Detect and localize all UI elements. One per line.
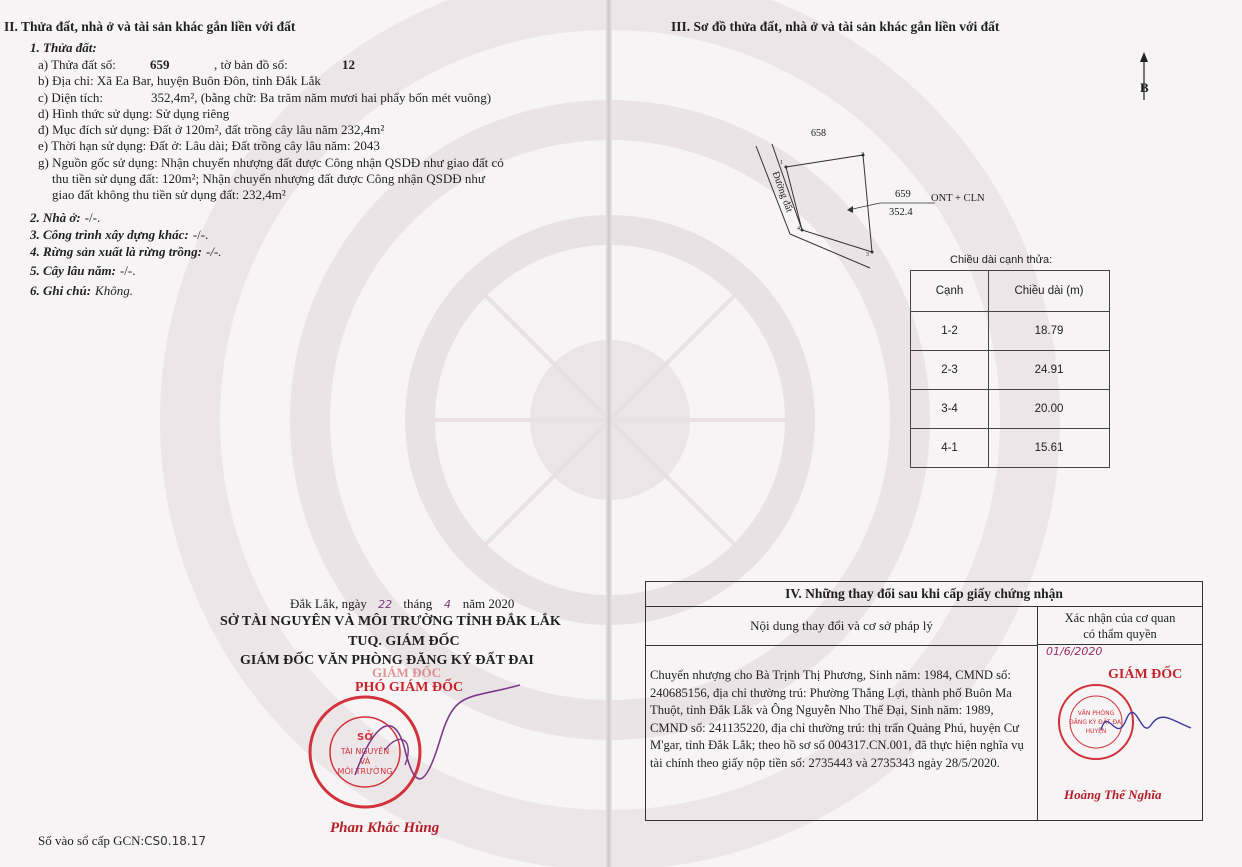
table-header-cell: Cạnh [911, 271, 989, 312]
svg-text:VĂN PHÒNG: VĂN PHÒNG [1077, 710, 1115, 717]
date-year: năm 2020 [462, 596, 515, 611]
signature-scribble [345, 680, 525, 800]
table-row [911, 351, 1110, 390]
edge-table-caption: Chiều dài cạnh thửa: [950, 254, 1053, 266]
parcel-number: 659 [150, 57, 170, 72]
changes-text: Chuyển nhượng cho Bà Trịnh Thị Phương, Sinh năm: 1984, CMND số: 240685156, địa chỉ thường trú: Phường Thắng Lợi, thành phố Buôn Ma Thuột, tỉnh Đắk Lắk và Ông Nguyễn Nho Thế Đại, Sinh năm: 1989, CMND số: 241135220, địa chỉ thường trú: thị trấn Quảng Phú, huyện Cư M'gar, tỉnh Đắk Lắk; theo hồ sơ số 004317.CN.001, đã thực hiện nghĩa vụ tài chính theo giấy nộp tiền số: 2735443 và 2735343 ngày 28/5/2020. [650, 668, 1024, 770]
table-header-row [911, 271, 1110, 312]
date-day: 22 [378, 598, 393, 611]
area-label: c) Diện tích: [38, 90, 103, 105]
table-cell-edge: 3-4 [911, 390, 989, 429]
table-cell-edge: 4-1 [911, 429, 989, 468]
confirmation-header-line-2: có thẩm quyền [1083, 627, 1157, 641]
svg-text:VÀ: VÀ [359, 757, 371, 766]
item-perennial-value: -/-. [119, 263, 136, 278]
table-cell-edge: 2-3 [911, 351, 989, 390]
confirmation-signer-name: Hoàng Thế Nghĩa [1064, 787, 1162, 802]
corner-1: 1 [780, 160, 783, 166]
address-line: b) Địa chỉ: Xã Ea Bar, huyện Buôn Đôn, tỉnh Đắk Lắk [38, 73, 321, 88]
svg-text:TÀI NGUYÊN: TÀI NGUYÊN [340, 747, 390, 756]
item-forest-value: -/-. [206, 244, 222, 259]
item-house-value: -/-. [84, 210, 101, 225]
stamp-title-crossed: GIÁM ĐỐC [372, 665, 441, 680]
corner-3: 3 [866, 252, 869, 258]
sketch-parcel-number: 659 [895, 189, 911, 200]
signer-name: Phan Khắc Hùng [330, 820, 440, 836]
table-row [911, 390, 1110, 429]
confirmation-title: GIÁM ĐỐC [1108, 667, 1183, 682]
left-page [0, 0, 610, 867]
changes-title: IV. Những thay đổi sau khi cấp giấy chứng nhận [646, 582, 1202, 607]
registry-value: CS0.18.17 [144, 834, 206, 848]
column-divider [1037, 607, 1038, 820]
table-row [911, 429, 1110, 468]
item-forest [30, 243, 222, 261]
item-other-works [30, 226, 208, 244]
changes-section [645, 581, 1203, 821]
corner-2: 2 [861, 152, 864, 158]
table-cell-length: 15.61 [989, 429, 1110, 468]
map-sheet-number: 12 [342, 57, 355, 72]
item-other-works-label: 3. Công trình xây dựng khác: [30, 227, 189, 242]
table-cell-edge: 1-2 [911, 312, 989, 351]
item-house-label: 2. Nhà ở: [30, 210, 81, 225]
date-month-label: tháng [403, 596, 433, 611]
area-value: 352,4m², (bằng chữ: Ba trăm năm mươi hai phẩy bốn mét vuông) [151, 90, 492, 105]
sketch-parcel-area: 352.4 [889, 207, 913, 218]
table-cell-length: 24.91 [989, 351, 1110, 390]
issue-date [290, 596, 514, 612]
usage-purpose-line: đ) Mục đích sử dụng: Đất ở 120m², đất trồng cây lâu năm 232,4m² [38, 122, 385, 137]
origin-line-3: giao đất không thu tiền sử dụng đất: 232,4m² [52, 187, 286, 202]
table-cell-length: 20.00 [989, 390, 1110, 429]
table-row [911, 312, 1110, 351]
parcel-line [38, 57, 355, 73]
edge-length-table [910, 270, 1110, 468]
org-authorization: TUQ. GIÁM ĐỐC [348, 634, 460, 649]
usage-form-line: d) Hình thức sử dụng: Sử dụng riêng [38, 106, 230, 121]
item-house [30, 209, 100, 227]
land-heading: 1. Thửa đất: [30, 40, 97, 55]
area-line [38, 90, 492, 106]
confirmation-header-line-1: Xác nhận của cơ quan [1064, 611, 1176, 625]
changes-column-content: Nội dung thay đổi và cơ sở pháp lý [646, 607, 1037, 646]
north-label: B [1140, 80, 1149, 95]
confirmation-signature-scribble [1096, 700, 1196, 750]
table-header-cell: Chiều dài (m) [989, 271, 1110, 312]
item-perennial [30, 262, 136, 280]
origin-line-2: thu tiền sử dụng đất: 120m²; Nhận chuyển nhượng đất được Công nhận QSDĐ như [52, 171, 485, 186]
registry-number [38, 833, 206, 849]
origin-line-1: g) Nguồn gốc sử dụng: Nhận chuyển nhượng đất được Công nhận QSDĐ như giao đất có [38, 155, 504, 170]
map-sheet-label: , tờ bản đồ số: [214, 57, 288, 72]
confirmation-date: 01/6/2020 [1046, 645, 1103, 658]
svg-text:HUYỆN: HUYỆN [1085, 728, 1107, 735]
svg-text:MÔI TRƯỜNG: MÔI TRƯỜNG [337, 767, 393, 776]
item-forest-label: 4. Rừng sản xuất là rừng trồng: [30, 244, 202, 259]
land-use-code: ONT + CLN [931, 193, 985, 204]
usage-term-line: e) Thời hạn sử dụng: Đất ở: Lâu dài; Đất trồng cây lâu năm: 2043 [38, 138, 380, 153]
svg-text:ĐĂNG KÝ ĐẤT ĐAI: ĐĂNG KÝ ĐẤT ĐAI [1069, 719, 1123, 726]
parcel-label: a) Thửa đất số: [38, 57, 116, 72]
item-note [30, 282, 133, 300]
registry-label: Số vào sổ cấp GCN: [38, 833, 145, 848]
section-ii-title: II. Thửa đất, nhà ở và tài sản khác gắn liền với đất [4, 19, 296, 34]
stamp-deputy-title: PHÓ GIÁM ĐỐC [355, 680, 464, 695]
org-department: SỞ TÀI NGUYÊN VÀ MÔI TRƯỜNG TỈNH ĐẮK LẮK [220, 614, 561, 629]
table-cell-length: 18.79 [989, 312, 1110, 351]
section-iii-title: III. Sơ đồ thửa đất, nhà ở và tài sản khác gắn liền với đất [671, 19, 1000, 34]
item-note-label: 6. Ghi chú: [30, 283, 92, 298]
svg-text:SỞ: SỞ [357, 732, 373, 743]
org-office-director: GIÁM ĐỐC VĂN PHÒNG ĐĂNG KÝ ĐẤT ĐAI [240, 653, 534, 668]
neighbor-parcel-number: 658 [811, 128, 826, 139]
road-label: Đường đất [769, 170, 795, 214]
changes-column-confirmation [1038, 607, 1202, 645]
item-note-value: Không. [95, 283, 133, 298]
corner-4: 4 [797, 226, 800, 232]
date-prefix: Đắk Lắk, ngày [290, 596, 367, 611]
date-month: 4 [444, 598, 452, 611]
item-perennial-label: 5. Cây lâu năm: [30, 263, 116, 278]
item-other-works-value: -/-. [192, 227, 209, 242]
